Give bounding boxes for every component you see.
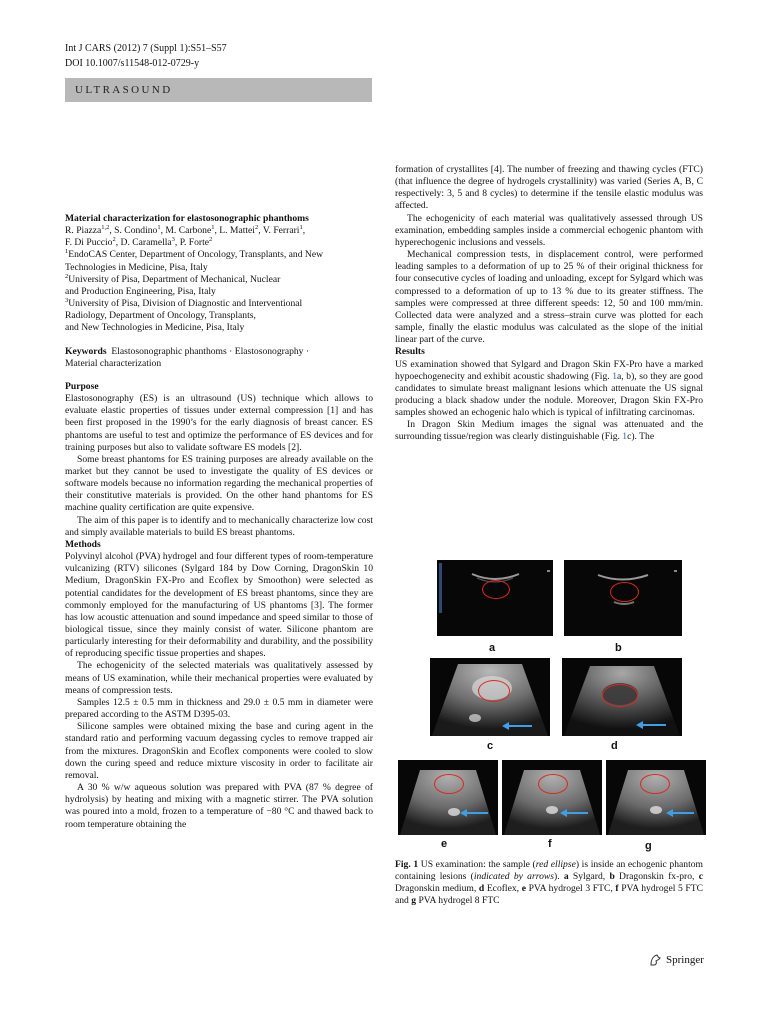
lesion-arrow — [642, 724, 666, 726]
compression-paragraph: Mechanical compression tests, in displacement control, were performed leading samples to a deformation of up to 25 % of their original thickness for four consecutive cycles of loading and unloading, except for Sylgard which was compressed to a deformation of up to 13 % due to its greater stiffness. The samples were compressed at three different speeds: 12, 50 and 100 mm/min. Collected data were analyzed and a stress–strain curve was plotted for each sample, finally the elastic modulus was calculated as the slope of the initial linear part of the curve. — [395, 249, 703, 346]
sample-ellipse — [610, 582, 639, 602]
lesion-arrow — [672, 812, 694, 814]
us-panel-c — [430, 658, 550, 736]
sample-ellipse — [538, 774, 568, 794]
panel-label-c: c — [487, 740, 494, 752]
panel-label-f: f — [548, 838, 552, 850]
echogenicity-paragraph: The echogenicity of each material was qualitatively assessed through US examination, embedding samples inside a commercial echogenic phantom with hyperechogenic inclusions and vessels. — [395, 212, 703, 248]
results-paragraph-1: US examination showed that Sylgard and Dragon Skin FX-Pro have a marked hypoechogenecity and exhibit acoustic shadowing (Fig. 1a, b), so they are good candidates to simulate breast malignant lesions which attenuate the US signal producing a black shadow under the nodule. Moreover, Dragon Skin FX-Pro samples showed an echogenic halo which is typical of infiltrating carcinomas. — [395, 358, 703, 419]
affiliation-2: $^2$University of Pisa, Department of Mechanical, Nuclear and Production Engineering, Pisa, Italy — [65, 272, 281, 297]
publisher-name: Springer — [666, 954, 704, 966]
affiliation-1: $^1$EndoCAS Center, Department of Oncology, Transplants, and New Technologies in Medicine, Pisa, Italy — [65, 248, 324, 273]
figure-caption: Fig. 1 US examination: the sample (red ellipse) is inside an echogenic phantom containing lesions (indicated by arrows). a Sylgard, b Dragonskin fx-pro, c Dragonskin medium, d Ecoflex, e PVA hydrogel 3 FTC, f PVA hydrogel 5 FTC and g PVA hydrogel 8 FTC — [395, 859, 704, 907]
authors: R. Piazza$^{1,2}$, S. Condino$^1$, M. Carbone$^1$, L. Mattei$^2$, V. Ferrari$^1$, F. Di Puccio$^2$, D. Caramella$^3$, P. Forte$^2$ — [65, 223, 306, 249]
sample-ellipse — [434, 774, 464, 794]
methods-paragraph-1: Polyvinyl alcohol (PVA) hydrogel and four different types of room-temperature vulcanizing (RTV) silicones (Sylgard 184 by Dow Corning, DragonSkin 10 Medium, DragonSkin FX-Pro and Ecoflex by Smoothon) were selected as potential candidates for the development of ES breast phantoms, since they are commonly employed for the manufacturing of US phantoms [3]. The former has low acoustic attenuation and sound impedance and speed similar to those of biological tissue, since they mainly consist of water. Silicone phantom are particularly interesting for their deformability and durability, and the possibility of reproducing specific tissue properties and shapes. — [65, 551, 373, 660]
affiliation-3: $^3$University of Pisa, Division of Diagnostic and Interventional Radiology, Department of Oncology, Transplants, and New Technologies in Medicine, Pisa, Italy — [65, 296, 303, 334]
publisher-logo — [648, 953, 704, 967]
methods-paragraph-2: The echogenicity of the selected materials was qualitatively assessed by means of US examination, while their mechanical properties were evaluated by means of compression tests. — [65, 660, 373, 696]
section-band: ULTRASOUND — [65, 78, 372, 102]
ultrasound-image — [606, 760, 706, 835]
methods-continued: formation of crystallites [4]. The number of freezing and thawing cycles (FTC) (that influence the degree of hydrogels crystallinity) was varied (Series A, B, C respectively: 3, 5 and 8 cycles) to determine if the tensile elastic modulus was affected. — [395, 164, 703, 212]
methods-heading: Methods — [65, 538, 101, 550]
ultrasound-image — [502, 760, 602, 835]
article-title: Material characterization for elastosonographic phanthoms — [65, 213, 309, 224]
panel-label-g: g — [645, 840, 652, 852]
us-panel-e — [398, 760, 498, 835]
lesion-arrow — [466, 812, 488, 814]
methods-paragraph-5: A 30 % w/w aqueous solution was prepared with PVA (87 % degree of hydrolysis) by heating and mixing with a magnetic stirrer. The PVA solution was poured into a mold, frozen to a temperature of −80 °C and thawed back to room temperature obtaining the — [65, 782, 373, 830]
sample-ellipse — [640, 774, 670, 794]
panel-label-b: b — [615, 642, 622, 654]
ultrasound-image — [398, 760, 498, 835]
purpose-paragraph-1: Elastosonography (ES) is an ultrasound (US) technique which allows to evaluate elastic properties of tissues under external compression [1] and has been first proposed in the 1990’s for the early diagnosis of breast cancer. ES phantoms are useful to test and optimize the performance of ES devices and for training purposes but also to validate software ES models [2]. — [65, 393, 373, 453]
us-panel-b — [564, 560, 682, 636]
results-heading: Results — [395, 346, 425, 358]
journal-citation: Int J CARS (2012) 7 (Suppl 1):S51–S57 — [65, 43, 227, 54]
methods-paragraph-4: Silicone samples were obtained mixing the base and curing agent in the standard ratio and performing vacuum degassing cycles to remove trapped air from the mixtures. DragonSkin and Ecoflex components were cooled to slow down the curing speed and reduce mixture viscosity in order to facilitate air removal. — [65, 721, 373, 781]
purpose-paragraph-2: Some breast phantoms for ES training purposes are already available on the market but they cannot be used to investigate the quality of ES devices or software models because no information regarding the mechanical properties of their constitutive materials is provided. On the other hand phantoms for ES machine quality certification are quite expensive. — [65, 453, 373, 514]
doi: DOI 10.1007/s11548-012-0729-y — [65, 58, 200, 69]
figure-ref-link[interactable]: 1 — [622, 431, 628, 443]
us-panel-g — [606, 760, 706, 835]
panel-label-d: d — [611, 740, 618, 752]
right-column — [395, 164, 703, 444]
methods-paragraph-3: Samples 12.5 ± 0.5 mm in thickness and 29.0 ± 0.5 mm in diameter were prepared according to the ASTM D395-03. — [65, 696, 373, 721]
sample-ellipse — [478, 680, 510, 702]
left-column — [65, 213, 373, 831]
journal-header — [65, 41, 227, 71]
panel-label-e: e — [441, 838, 448, 850]
us-panel-a — [437, 560, 553, 636]
purpose-heading: Purpose — [65, 380, 99, 392]
purpose-paragraph-3: The aim of this paper is to identify and to mechanically characterize low cost and simply available materials to build ES breast phantoms. — [65, 514, 373, 538]
lesion-arrow — [508, 725, 532, 727]
results-paragraph-2: In Dragon Skin Medium images the signal was attenuated and the surrounding tissue/region was clearly distinguishable (Fig. 1c). The — [395, 419, 703, 443]
us-panel-f — [502, 760, 602, 835]
sample-ellipse — [482, 580, 510, 599]
keywords: Keywords Elastosonographic phanthoms · Elastosonography · Material characterization — [65, 345, 310, 369]
lesion-arrow — [566, 812, 588, 814]
sample-ellipse — [602, 684, 638, 707]
springer-horse-icon — [648, 953, 662, 967]
figure-ref-link[interactable]: 1 — [612, 370, 618, 382]
panel-label-a: a — [489, 642, 496, 654]
us-panel-d — [562, 658, 682, 736]
